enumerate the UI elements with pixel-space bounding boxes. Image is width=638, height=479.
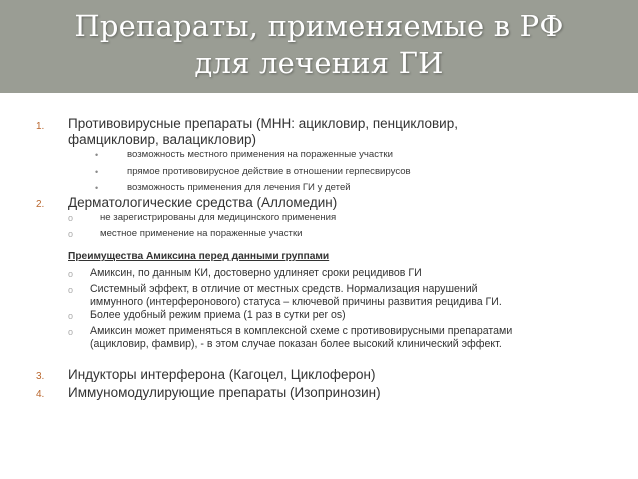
bullet-icon: • xyxy=(95,150,99,160)
advantage-point-continued: (ацикловир, фамвир), - в этом случае показан более высокий клинический эффект. xyxy=(90,338,502,350)
list-number: 3. xyxy=(36,371,45,382)
list-number: 2. xyxy=(36,199,45,210)
list-number: 1. xyxy=(36,121,45,132)
list-item-1-text-line-2: фамцикловир, валацикловир) xyxy=(68,132,256,147)
circle-bullet-icon: o xyxy=(68,285,74,295)
circle-bullet-icon: o xyxy=(68,229,74,239)
bullet-icon: • xyxy=(95,167,99,177)
list-item-1-text-line-1: Противовирусные препараты (МНН: ацикловир, пенцикловир, xyxy=(68,116,458,131)
advantage-point-continued: иммунного (интерферонового) статуса – ключевой причины развития рецидива ГИ. xyxy=(90,296,502,308)
sub-item: не зарегистрированы для медицинского применения xyxy=(100,212,337,223)
circle-bullet-icon: o xyxy=(68,311,74,321)
list-number: 4. xyxy=(36,389,45,400)
circle-bullet-icon: o xyxy=(68,327,74,337)
circle-bullet-icon: o xyxy=(68,213,74,223)
sub-item: возможность применения для лечения ГИ у детей xyxy=(127,182,351,193)
circle-bullet-icon: o xyxy=(68,269,74,279)
list-item-4-text: Иммуномодулирующие препараты (Изопринозин) xyxy=(68,385,381,400)
slide-title-line-2: для лечения ГИ xyxy=(194,46,444,80)
advantage-point: Амиксин может применяться в комплексной схеме с противовирусными препаратами xyxy=(90,325,513,337)
sub-item: местное применение на пораженные участки xyxy=(100,228,303,239)
list-item-3-text: Индукторы интерферона (Кагоцел, Циклоферон) xyxy=(68,367,376,382)
sub-item: возможность местного применения на пораженные участки xyxy=(127,149,393,160)
advantage-point: Амиксин, по данным КИ, достоверно удлиняет сроки рецидивов ГИ xyxy=(90,267,422,279)
sub-item: прямое противовирусное действие в отношении герпесвирусов xyxy=(127,166,411,177)
advantage-point: Системный эффект, в отличие от местных средств. Нормализация нарушений xyxy=(90,283,478,295)
slide-title-line-1: Препараты, применяемые в РФ xyxy=(74,9,564,43)
advantages-heading: Преимущества Амиксина перед данными группами xyxy=(68,251,330,262)
bullet-icon: • xyxy=(95,183,99,193)
list-item-2-text: Дерматологические средства (Алломедин) xyxy=(68,195,338,210)
advantage-point: Более удобный режим приема (1 раз в сутки per os) xyxy=(90,309,346,321)
